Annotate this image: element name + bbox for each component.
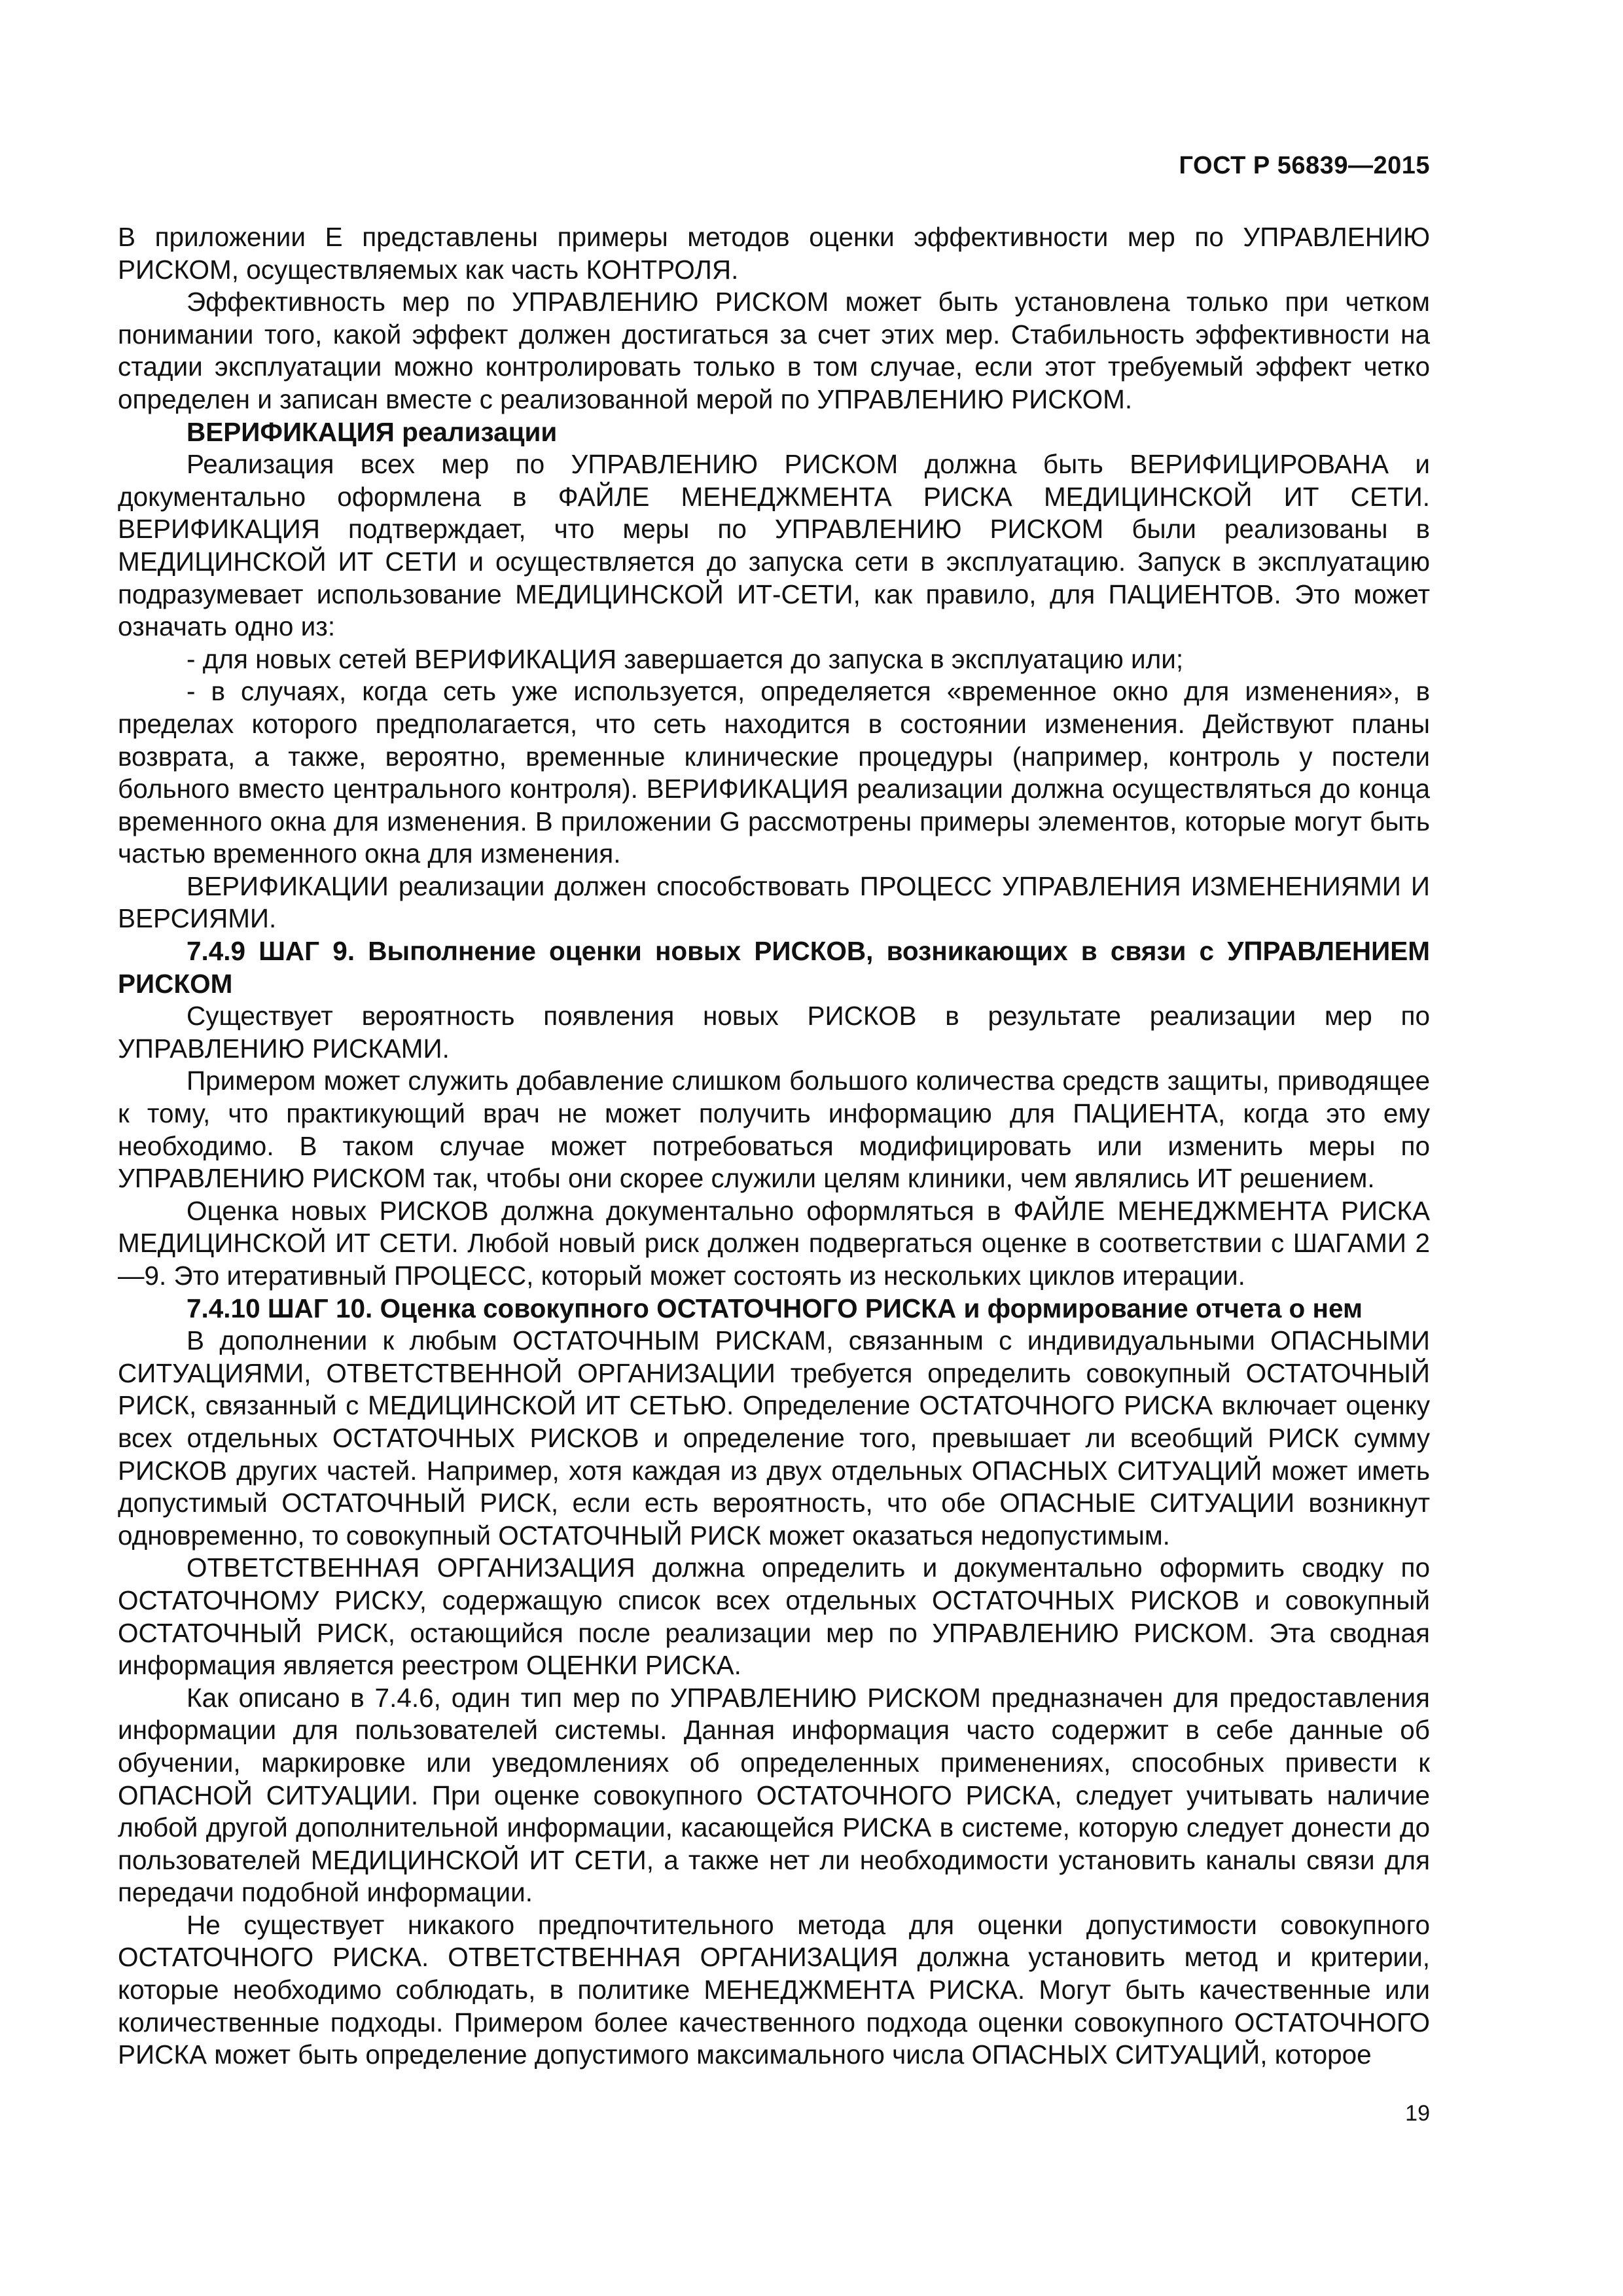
section-heading: ВЕРИФИКАЦИЯ реализации xyxy=(187,416,558,447)
list-item: - для новых сетей ВЕРИФИКАЦИЯ завершается до запуска в эксплуатацию или; xyxy=(187,643,1184,674)
paragraph: Реализация всех мер по УПРАВЛЕНИЮ РИСКОМ должна быть ВЕРИФИЦИРОВАНА и документально оформлена в ФАЙЛЕ МЕНЕДЖМЕНТА РИСКА МЕДИЦИНСКОЙ ИТ СЕТИ. ВЕРИФИКАЦИЯ подтверждает, что меры по УПРАВЛЕНИЮ РИСКОМ были реализованы в МЕДИЦИНСКОЙ ИТ СЕТИ и осуществляется до запуска сети в эксплуатацию. Запуск в эксплуатацию подразумевает использование МЕДИЦИНСКОЙ ИТ-СЕТИ, как правило, для ПАЦИЕНТОВ. Это может означать одно из: xyxy=(118,449,1430,642)
standard-code-header: ГОСТ Р 56839—2015 xyxy=(1179,152,1430,179)
paragraph: Эффективность мер по УПРАВЛЕНИЮ РИСКОМ может быть установлена только при четком понимании того, какой эффект должен достигаться за счет этих мер. Стабильность эффективности на стадии эксплуатации можно контролировать только в том случае, если этот требуемый эффект четко определен и записан вместе с реализованной мерой по УПРАВЛЕНИЮ РИСКОМ. xyxy=(118,287,1430,414)
list-item: - в случаях, когда сеть уже используется, определяется «временное окно для изменения», в пределах которого предполагается, что сеть находится в состоянии изменения. Действуют планы возврата, а также, вероятно, временные клинические процедуры (например, контроль у постели больного вместо центрального контроля). ВЕРИФИКАЦИЯ реализации должна осуществляться до конца временного окна для изменения. В приложении G рассмотрены примеры элементов, которые могут быть частью временного окна для изменения. xyxy=(118,676,1430,869)
page-number: 19 xyxy=(1405,2101,1430,2126)
paragraph: ВЕРИФИКАЦИИ реализации должен способствовать ПРОЦЕСС УПРАВЛЕНИЯ ИЗМЕНЕНИЯМИ И ВЕРСИЯМИ. xyxy=(118,870,1430,934)
paragraph: Существует вероятность появления новых РИСКОВ в результате реализации мер по УПРАВЛЕНИЮ РИСКАМИ. xyxy=(118,1001,1430,1064)
section-heading: 7.4.10 ШАГ 10. Оценка совокупного ОСТАТОЧНОГО РИСКА и формирование отчета о нем xyxy=(187,1293,1363,1323)
section-heading: 7.4.9 ШАГ 9. Выполнение оценки новых РИСКОВ, возникающих в связи с УПРАВЛЕНИЕМ РИСКОМ xyxy=(118,936,1430,999)
paragraph: В дополнении к любым ОСТАТОЧНЫМ РИСКАМ, связанным с индивидуальными ОПАСНЫМИ СИТУАЦИЯМИ, ОТВЕТСТВЕННОЙ ОРГАНИЗАЦИИ требуется определить совокупный ОСТАТОЧНЫЙ РИСК, связанный с МЕДИЦИНСКОЙ ИТ СЕТЬЮ. Определение ОСТАТОЧНОГО РИСКА включает оценку всех отдельных ОСТАТОЧНЫХ РИСКОВ и определение того, превышает ли всеобщий РИСК сумму РИСКОВ других частей. Например, хотя каждая из двух отдельных ОПАСНЫХ СИТУАЦИЙ может иметь допустимый ОСТАТОЧНЫЙ РИСК, если есть вероятность, что обе ОПАСНЫЕ СИТУАЦИИ возникнут одновременно, то совокупный ОСТАТОЧНЫЙ РИСК может оказаться недопустимым. xyxy=(118,1325,1430,1551)
paragraph: Не существует никакого предпочтительного метода для оценки допустимости совокупного ОСТАТОЧНОГО РИСКА. ОТВЕТСТВЕННАЯ ОРГАНИЗАЦИЯ должна установить метод и критерии, которые необходимо соблюдать, в политике МЕНЕДЖМЕНТА РИСКА. Могут быть качественные или количественные подходы. Примером более качественного подхода оценки совокупного ОСТАТОЧНОГО РИСКА может быть определение допустимого максимального числа ОПАСНЫХ СИТУАЦИЙ, которое xyxy=(118,1909,1430,2070)
document-page xyxy=(118,0,1430,2296)
paragraph: В приложении Е представлены примеры методов оценки эффективности мер по УПРАВЛЕНИЮ РИСКОМ, осуществляемых как часть КОНТРОЛЯ. xyxy=(118,222,1430,285)
paragraph: Оценка новых РИСКОВ должна документально оформляться в ФАЙЛЕ МЕНЕДЖМЕНТА РИСКА МЕДИЦИНСКОЙ ИТ СЕТИ. Любой новый риск должен подвергаться оценке в соответствии с ШАГАМИ 2—9. Это итеративный ПРОЦЕСС, который может состоять из нескольких циклов итерации. xyxy=(118,1195,1430,1291)
paragraph: Примером может служить добавление слишком большого количества средств защиты, приводящее к тому, что практикующий врач не может получить информацию для ПАЦИЕНТА, когда это ему необходимо. В таком случае может потребоваться модифицировать или изменить меры по УПРАВЛЕНИЮ РИСКОМ так, чтобы они скорее служили целям клиники, чем являлись ИТ решением. xyxy=(118,1066,1430,1194)
document-body xyxy=(118,221,1430,2072)
paragraph: ОТВЕТСТВЕННАЯ ОРГАНИЗАЦИЯ должна определить и документально оформить сводку по ОСТАТОЧНОМУ РИСКУ, содержащую список всех отдельных ОСТАТОЧНЫХ РИСКОВ и совокупный ОСТАТОЧНЫЙ РИСК, остающийся после реализации мер по УПРАВЛЕНИЮ РИСКОМ. Эта сводная информация является реестром ОЦЕНКИ РИСКА. xyxy=(118,1552,1430,1681)
paragraph: Как описано в 7.4.6, один тип мер по УПРАВЛЕНИЮ РИСКОМ предназначен для предоставления информации для пользователей системы. Данная информация часто содержит в себе данные об обучении, маркировке или уведомлениях об определенных применениях, способных привести к ОПАСНОЙ СИТУАЦИИ. При оценке совокупного ОСТАТОЧНОГО РИСКА, следует учитывать наличие любой другой дополнительной информации, касающейся РИСКА в системе, которую следует донести до пользователей МЕДИЦИНСКОЙ ИТ СЕТИ, а также нет ли необходимости установить каналы связи для передачи подобной информации. xyxy=(118,1682,1430,1908)
